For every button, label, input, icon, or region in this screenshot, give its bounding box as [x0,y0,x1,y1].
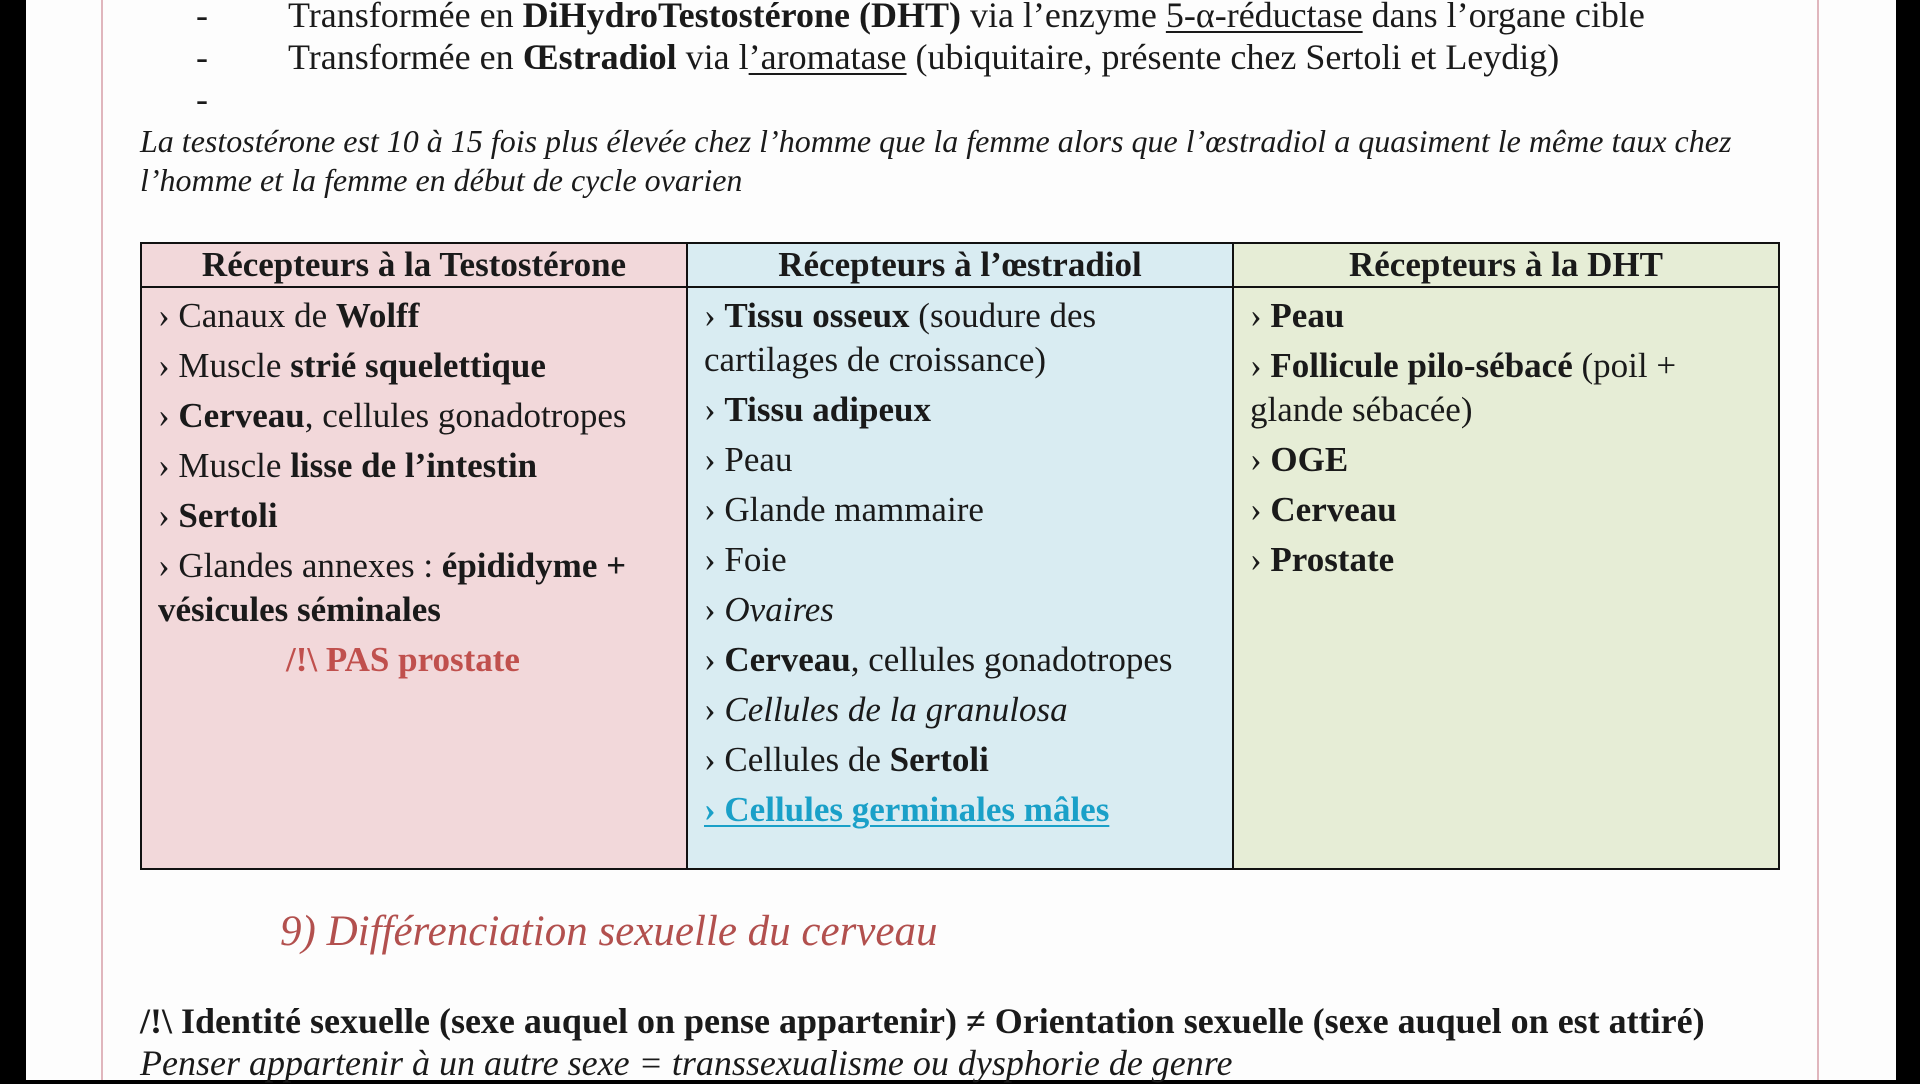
cell-dht [1233,287,1779,869]
warning-pas-prostate: /!\ PAS prostate [286,640,520,679]
document-page: - Transformée en DiHydroTestostérone (DHT) via l’enzyme 5-α-réductase dans l’organe cible - Transformée en Œstradiol via l’aromatase (ubiquitaire, présente chez Sertoli et Leydig) - La testostérone est 10 à 15 fois plus élevée chez l’homme que la femme alors que l’œstradiol a quasiment le même taux chez l’homme et la femme en début de cycle ovarien Récepteurs à la Testostérone Récepteurs à l’œstradiol Récepteurs à la DHT › Canaux de Wolff › Muscle strié squelettique › Cerveau, cellules gonadotropes › Muscle lisse de l’intestin › Sertoli › Glandes annexes : épididyme + vésicules séminales /!\ PAS prostate › Tissu osseux (soudure des cartilages de croissance) › Tissu adipeux › Peau › Glande mammaire › Foie › Ovaires › Cerveau, cellules gonadotropes › Cellules de la granulosa › Cellules de Sertoli › Cellules germinales mâles › Peau › Follicule pilo-sébacé (poil + glande sébacée) › OGE › Cerveau › Prostate 9) Différenciation sexuelle du cerveau /!\ Identité sexuelle (sexe auquel on pense appartenir) ≠ Orientation sexuelle (sexe auquel on est attiré) Penser appartenir à un autre sexe = transsexualisme ou dysphorie de genre [26,0,1896,1080]
underlined-term: 5-α-réductase [1165,0,1363,35]
list-item: › Cerveau [1250,490,1397,529]
section-heading: 9) Différenciation sexuelle du cerveau [280,908,938,955]
header-testosterone: Récepteurs à la Testostérone [141,243,687,287]
list-item: › Cerveau, cellules gonadotropes [158,396,627,435]
list-item: › Peau [1250,296,1345,335]
list-item: › Cellules de la granulosa [704,690,1068,729]
identity-line: /!\ Identité sexuelle (sexe auquel on pense appartenir) ≠ Orientation sexuelle (sexe auquel on est attiré) [140,1001,1705,1041]
bold-term: DiHydroTestostérone (DHT) [522,0,961,35]
page-margin-rule-left [101,0,103,1080]
list-item: › Canaux de Wolff [158,296,420,335]
list-item: › Follicule pilo-sébacé (poil + glande sébacée) [1250,346,1677,429]
bullet-dash: - [196,79,208,119]
italic-note: La testostérone est 10 à 15 fois plus élevée chez l’homme que la femme alors que l’œstradiol a quasiment le même taux chez l’homme et la femme en début de cycle ovarien [140,123,1732,198]
list-item: › Muscle strié squelettique [158,346,546,385]
list-item: › Peau [704,440,793,479]
list-item: › Cellules de Sertoli [704,740,989,779]
list-item: › Sertoli [158,496,278,535]
receptors-table [140,242,1780,870]
list-item: › Tissu osseux (soudure des cartilages de croissance) [704,296,1097,379]
cell-oestradiol [687,287,1233,869]
list-item: › Foie [704,540,787,579]
list-item: › Tissu adipeux [704,390,931,429]
list-item: › Glande mammaire [704,490,984,529]
list-item: › Muscle lisse de l’intestin [158,446,538,485]
page-margin-rule-right [1817,0,1819,1080]
list-item: › Cerveau, cellules gonadotropes [704,640,1173,679]
list-item: › OGE [1250,440,1349,479]
bullet-dash: - [196,37,208,77]
cell-testosterone [141,287,687,869]
underlined-term: ’aromatase [748,37,907,77]
list-item: › Glandes annexes : épididyme + vésicules séminales [158,546,627,629]
header-dht: Récepteurs à la DHT [1233,243,1779,287]
penser-line: Penser appartenir à un autre sexe = transsexualisme ou dysphorie de genre [140,1043,1233,1083]
bold-term: Œstradiol [522,37,677,77]
list-item: › Prostate [1250,540,1395,579]
list-item: › Ovaires [704,590,834,629]
link-cellules-germinales[interactable]: › Cellules germinales mâles [704,790,1110,829]
header-oestradiol: Récepteurs à l’œstradiol [687,243,1233,287]
bullet-dash: - [196,0,208,35]
